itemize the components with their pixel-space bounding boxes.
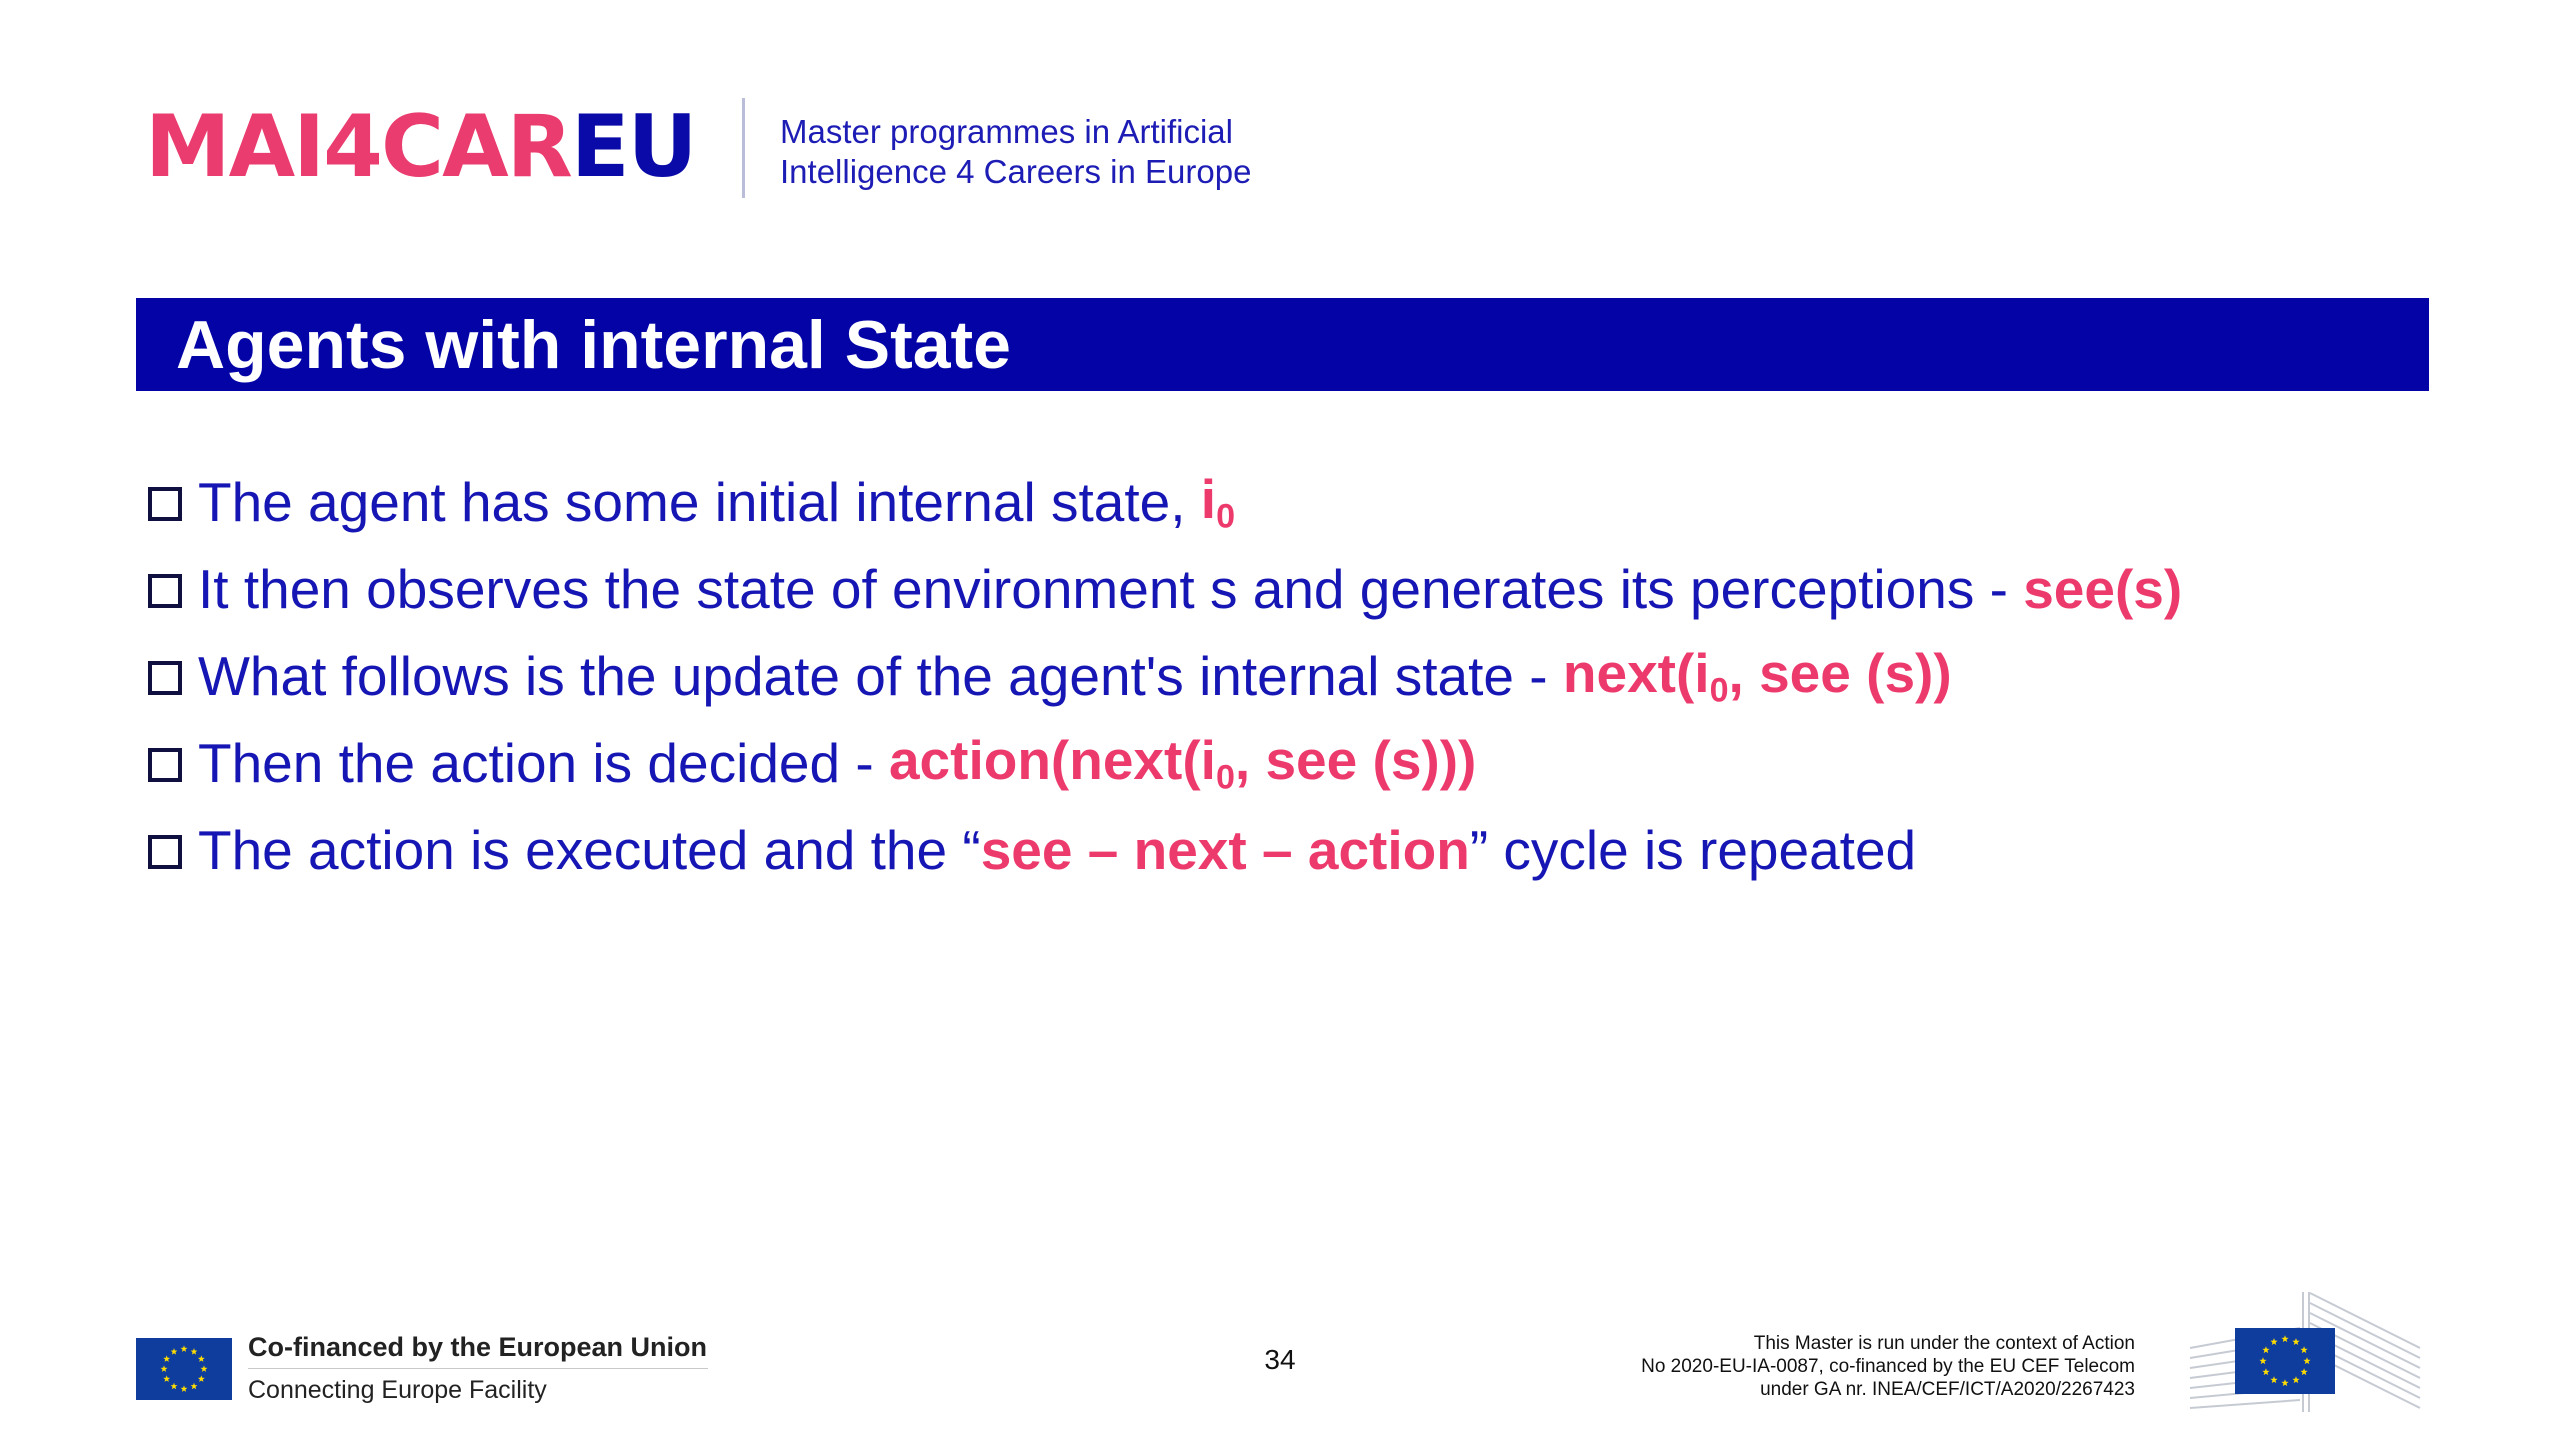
highlight-part-b: , see (s))) xyxy=(1234,728,1477,791)
eu-flag-icon xyxy=(136,1338,232,1400)
ec-logo-graphic xyxy=(2185,1288,2425,1414)
highlight-subscript: 0 xyxy=(1216,497,1236,536)
bullet-text-end: ” cycle is repeated xyxy=(1469,818,1917,881)
eu-flag-stars xyxy=(136,1338,232,1400)
checkbox-outline-icon xyxy=(148,574,182,608)
highlight-subscript: 0 xyxy=(1709,671,1729,710)
bullet-text: It then observes the state of environment s and generates its perceptions - xyxy=(198,557,2024,620)
logo-part-blue: EU xyxy=(570,97,696,197)
bullet-item xyxy=(148,632,2448,719)
facility-text: Connecting Europe Facility xyxy=(248,1376,547,1404)
brand-logo xyxy=(145,92,695,202)
eu-star-icon xyxy=(191,1348,198,1355)
action-note xyxy=(1490,1332,2135,1401)
cofinanced-rule xyxy=(248,1368,708,1369)
eu-star-icon xyxy=(171,1383,178,1390)
eu-star-icon xyxy=(171,1348,178,1355)
header-divider xyxy=(742,98,745,198)
eu-star-icon xyxy=(163,1355,170,1362)
cofinanced-text: Co-financed by the European Union xyxy=(248,1332,708,1362)
highlight-part-a: action(next(i xyxy=(888,728,1216,791)
european-commission-logo xyxy=(2185,1288,2425,1414)
eu-star-icon xyxy=(191,1383,198,1390)
bullet-item xyxy=(148,719,2448,806)
bullet-text: Then the action is decided - xyxy=(198,731,889,794)
bullet-text: The agent has some initial internal state, xyxy=(198,470,1201,533)
logo-part-pink: MAI4CAR xyxy=(145,97,571,197)
eu-star-icon xyxy=(201,1365,208,1372)
eu-star-icon xyxy=(161,1365,168,1372)
highlight-var: i xyxy=(1200,467,1217,530)
tagline-line-1: Master programmes in Artificial xyxy=(780,113,1233,150)
title-bar xyxy=(136,298,2429,391)
cofinanced-block xyxy=(248,1330,708,1405)
bullet-highlight xyxy=(889,728,1476,798)
highlight-part-a: next(i xyxy=(1562,641,1710,704)
eu-star-icon xyxy=(181,1385,188,1392)
page-number: 34 xyxy=(1264,1344,1296,1375)
eu-star-icon xyxy=(198,1355,205,1362)
bullet-highlight: see(s) xyxy=(2023,557,2183,620)
eu-star-icon xyxy=(198,1375,205,1382)
bullet-highlight xyxy=(1201,467,1235,537)
eu-star-icon xyxy=(181,1345,188,1352)
bullet-highlight xyxy=(1563,641,1952,711)
action-note-line-2: No 2020-EU-IA-0087, co-financed by the EU CEF Telecom xyxy=(1641,1356,2135,1377)
bullet-item xyxy=(148,545,2448,632)
highlight-part-b: , see (s)) xyxy=(1728,641,1952,704)
bullet-item xyxy=(148,458,2448,545)
bullet-highlight: see – next – action xyxy=(980,818,1470,881)
bullet-list xyxy=(148,458,2448,893)
tagline-line-2: Intelligence 4 Careers in Europe xyxy=(780,153,1252,190)
checkbox-outline-icon xyxy=(148,748,182,782)
slide-title: Agents with internal State xyxy=(176,306,1011,383)
checkbox-outline-icon xyxy=(148,661,182,695)
bullet-text: What follows is the update of the agent's internal state - xyxy=(198,644,1563,707)
bullet-item xyxy=(148,806,2448,893)
tagline xyxy=(780,112,1251,192)
action-note-line-1: This Master is run under the context of Action xyxy=(1753,1333,2135,1354)
checkbox-outline-icon xyxy=(148,835,182,869)
bullet-text: The action is executed and the “ xyxy=(198,818,981,881)
highlight-subscript: 0 xyxy=(1215,758,1235,797)
eu-star-icon xyxy=(163,1375,170,1382)
action-note-line-3: under GA nr. INEA/CEF/ICT/A2020/2267423 xyxy=(1760,1379,2135,1400)
checkbox-outline-icon xyxy=(148,487,182,521)
